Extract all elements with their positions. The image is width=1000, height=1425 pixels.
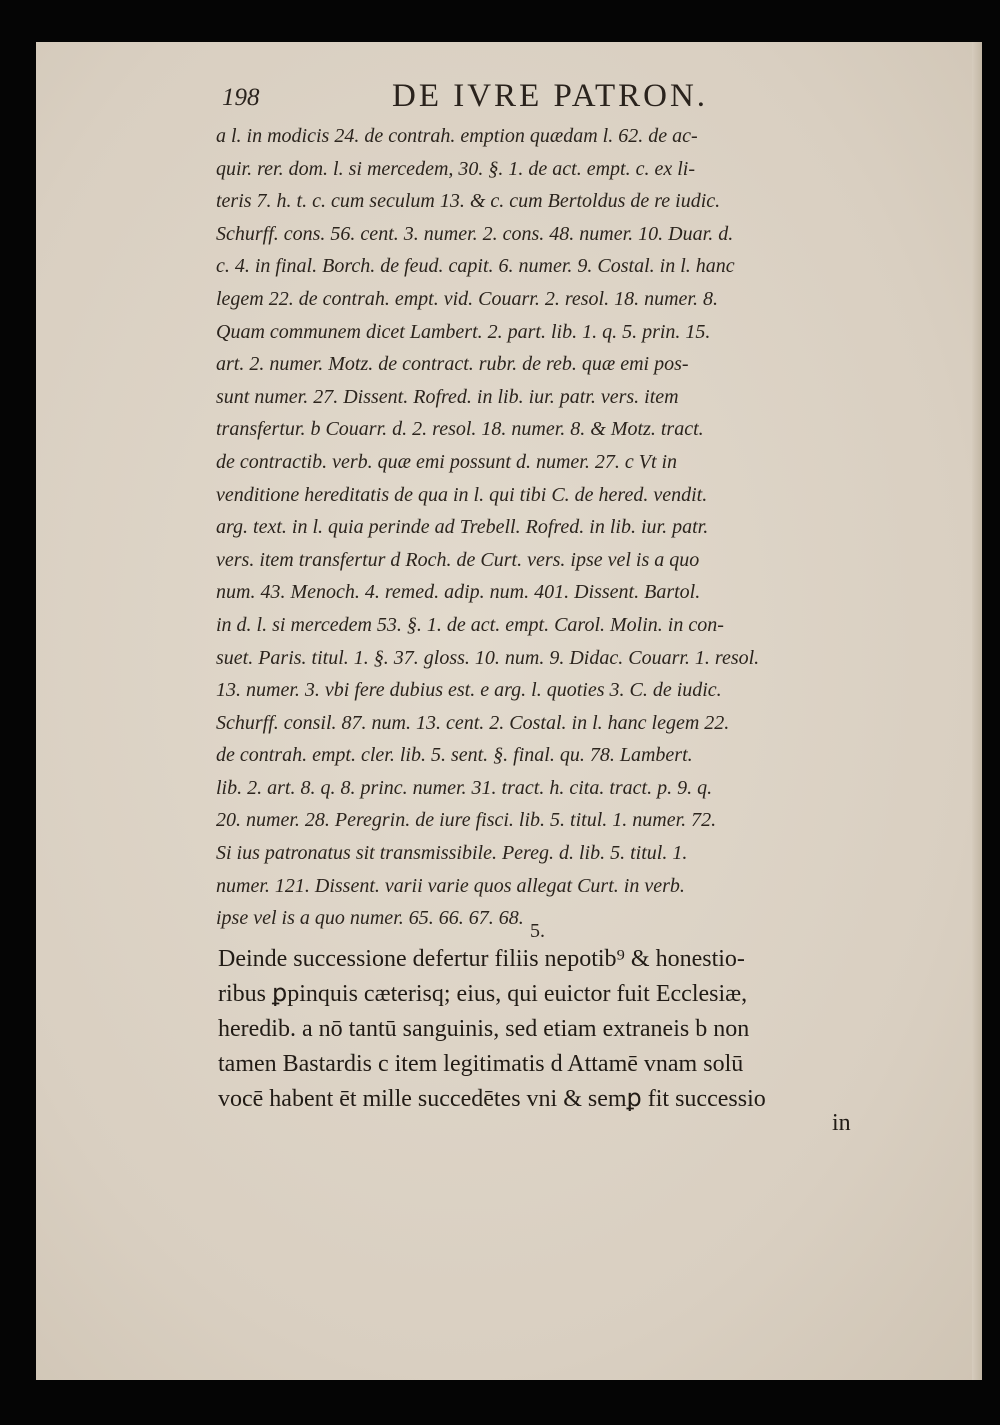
- note-line: legem 22. de contrah. empt. vid. Couarr. 2. resol. 18. numer. 8.: [216, 287, 718, 310]
- marginal-notes: [216, 120, 896, 935]
- note-line: c. 4. in final. Borch. de feud. capit. 6. numer. 9. Costal. in l. hanc: [216, 255, 735, 278]
- note-line: lib. 2. art. 8. q. 8. princ. numer. 31. tract. h. cita. tract. p. 9. q.: [216, 776, 713, 799]
- note-line: in d. l. si mercedem 53. §. 1. de act. empt. Carol. Molin. in con-: [216, 613, 724, 636]
- note-line: de contrah. empt. cler. lib. 5. sent. §. final. qu. 78. Lambert.: [216, 744, 693, 767]
- folio-number: 198: [222, 84, 260, 111]
- note-line: Quam communem dicet Lambert. 2. part. lib. 1. q. 5. prin. 15.: [216, 320, 711, 343]
- body-line: tamen Bastardis c item legitimatis d Attamē vnam solū: [218, 1051, 744, 1077]
- section-number: 5.: [530, 920, 545, 942]
- note-line: arg. text. in l. quia perinde ad Trebell. Rofred. in lib. iur. patr.: [216, 516, 709, 539]
- main-text: [218, 942, 898, 1117]
- note-line: 13. numer. 3. vbi fere dubius est. e arg. l. quoties 3. C. de iudic.: [216, 679, 722, 702]
- note-line: art. 2. numer. Motz. de contract. rubr. de reb. quæ emi pos-: [216, 353, 689, 376]
- note-line: Schurff. consil. 87. num. 13. cent. 2. Costal. in l. hanc legem 22.: [216, 711, 730, 734]
- note-line: 20. numer. 28. Peregrin. de iure fisci. lib. 5. titul. 1. numer. 72.: [216, 809, 717, 832]
- page-header: [222, 78, 822, 122]
- note-line: suet. Paris. titul. 1. §. 37. gloss. 10. num. 9. Didac. Couarr. 1. resol.: [216, 646, 760, 669]
- note-line: venditione hereditatis de qua in l. qui tibi C. de hered. vendit.: [216, 483, 708, 506]
- catchword: in: [832, 1110, 851, 1136]
- note-line: Si ius patronatus sit transmissibile. Pereg. d. lib. 5. titul. 1.: [216, 842, 688, 865]
- body-line: Deinde successione defertur filiis nepotib⁹ & honestio-: [218, 946, 745, 972]
- note-line: vers. item transfertur d Roch. de Curt. vers. ipse vel is a quo: [216, 548, 700, 571]
- note-line: ipse vel is a quo numer. 65. 66. 67. 68.: [216, 907, 524, 930]
- note-line: numer. 121. Dissent. varii varie quos allegat Curt. in verb.: [216, 874, 685, 897]
- running-head: DE IVRE PATRON.: [392, 78, 709, 114]
- note-line: transfertur. b Couarr. d. 2. resol. 18. numer. 8. & Motz. tract.: [216, 418, 704, 441]
- body-line: heredib. a nō tantū sanguinis, sed etiam extraneis b non: [218, 1016, 750, 1042]
- note-line: sunt numer. 27. Dissent. Rofred. in lib. iur. patr. vers. item: [216, 385, 679, 408]
- body-line: vocē habent ēt mille succedētes vni & semꝑ fit successio: [218, 1086, 766, 1112]
- note-line: num. 43. Menoch. 4. remed. adip. num. 401. Dissent. Bartol.: [216, 581, 701, 604]
- page-edge: [972, 42, 982, 1380]
- note-line: de contractib. verb. quæ emi possunt d. numer. 27. c Vt in: [216, 450, 678, 473]
- note-line: teris 7. h. t. c. cum seculum 13. & c. cum Bertoldus de re iudic.: [216, 190, 721, 213]
- note-line: a l. in modicis 24. de contrah. emption quædam l. 62. de ac-: [216, 125, 698, 147]
- body-line: ribus ꝑpinquis cæterisq; eius, qui euictor fuit Ecclesiæ,: [218, 981, 748, 1007]
- note-line: quir. rer. dom. l. si mercedem, 30. §. 1. de act. empt. c. ex li-: [216, 157, 695, 180]
- note-line: Schurff. cons. 56. cent. 3. numer. 2. cons. 48. numer. 10. Duar. d.: [216, 222, 734, 245]
